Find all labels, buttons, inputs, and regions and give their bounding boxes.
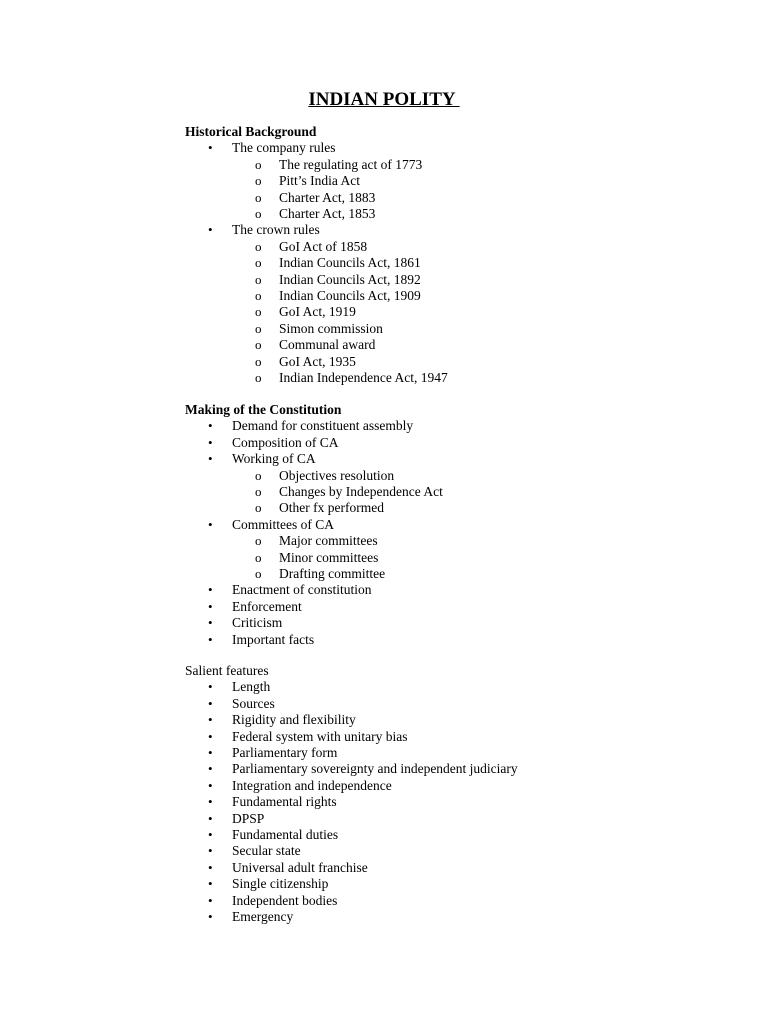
circle-bullet-icon: o	[255, 255, 262, 271]
list-item-text: Criticism	[232, 615, 283, 631]
list-item-text: Working of CA	[232, 451, 316, 467]
list-item-text: The company rules	[232, 140, 336, 156]
list-item-text: Secular state	[232, 843, 301, 859]
bullet-icon: •	[208, 892, 213, 908]
bullet-icon: •	[208, 582, 213, 598]
sub-list-item-text: Indian Councils Act, 1861	[279, 255, 421, 271]
circle-bullet-icon: o	[255, 206, 262, 221]
list-item-text: Enactment of constitution	[232, 582, 372, 598]
bullet-icon: •	[208, 827, 213, 842]
list-item-text: Fundamental rights	[232, 794, 337, 810]
bullet-icon: •	[208, 631, 213, 647]
list-item-text: Important facts	[232, 631, 315, 647]
bullet-icon: •	[208, 859, 213, 875]
list-item-text: Demand for constituent assembly	[232, 418, 414, 434]
bullet-icon: •	[208, 140, 213, 156]
circle-bullet-icon: o	[255, 370, 262, 385]
circle-bullet-icon: o	[255, 304, 262, 320]
sub-list-item-text: Simon commission	[279, 320, 383, 336]
sub-list-item	[255, 206, 376, 222]
sub-list-item	[255, 304, 356, 320]
sub-list-item-text: Major committees	[279, 533, 378, 549]
list-item	[208, 631, 315, 648]
bullet-icon: •	[208, 728, 213, 744]
list-item	[208, 451, 316, 467]
sub-list-item-text: Charter Act, 1883	[279, 189, 376, 205]
bullet-icon: •	[208, 876, 213, 892]
circle-bullet-icon: o	[255, 484, 262, 499]
list-item	[208, 222, 320, 238]
list-item	[208, 615, 283, 631]
bullet-icon: •	[208, 909, 213, 924]
bullet-icon: •	[208, 810, 213, 826]
list-item	[208, 582, 372, 598]
sub-list-item-text: Charter Act, 1853	[279, 206, 376, 221]
sub-list-item-text: Indian Independence Act, 1947	[279, 370, 448, 385]
list-item	[208, 516, 334, 533]
circle-bullet-icon: o	[255, 271, 262, 287]
sub-list-item	[255, 566, 386, 582]
bullet-icon: •	[208, 777, 213, 793]
section-heading: Making of the Constitution	[185, 402, 342, 417]
bullet-icon: •	[208, 843, 213, 859]
sub-list-item	[255, 533, 378, 549]
bullet-icon: •	[208, 598, 213, 614]
list-item	[208, 695, 275, 712]
sub-list-item-text: Indian Councils Act, 1909	[279, 288, 421, 303]
list-item	[208, 909, 294, 925]
list-item-text: Length	[232, 679, 271, 695]
list-item-text: Single citizenship	[232, 876, 329, 892]
sub-list-item	[255, 484, 443, 500]
bullet-icon: •	[208, 712, 213, 728]
list-item-text: DPSP	[232, 810, 265, 826]
list-item-text: Parliamentary sovereignty and independent judiciary	[232, 761, 518, 777]
sub-list-item	[255, 156, 423, 173]
list-item	[208, 712, 356, 728]
sub-list-item-text: GoI Act, 1935	[279, 353, 356, 369]
section-heading: Salient features	[185, 663, 269, 678]
list-item	[208, 892, 338, 909]
section-heading: Historical Background	[185, 124, 317, 139]
list-item-text: Emergency	[232, 909, 294, 924]
circle-bullet-icon: o	[255, 288, 262, 303]
list-item	[208, 859, 368, 876]
sub-list-item	[255, 173, 360, 189]
circle-bullet-icon: o	[255, 500, 262, 516]
list-item-text: Fundamental duties	[232, 827, 339, 842]
list-item	[208, 745, 338, 761]
circle-bullet-icon: o	[255, 353, 262, 369]
circle-bullet-icon: o	[255, 156, 262, 172]
sub-list-item-text: Indian Councils Act, 1892	[279, 271, 421, 287]
list-item	[208, 434, 339, 451]
list-item-text: Federal system with unitary bias	[232, 728, 408, 744]
sub-list-item	[255, 271, 421, 288]
list-item-text: Committees of CA	[232, 516, 334, 532]
circle-bullet-icon: o	[255, 549, 262, 565]
list-item-text: Universal adult franchise	[232, 859, 368, 875]
circle-bullet-icon: o	[255, 467, 262, 483]
bullet-icon: •	[208, 222, 213, 238]
list-item	[208, 876, 329, 892]
list-item-text: Composition of CA	[232, 434, 339, 450]
circle-bullet-icon: o	[255, 320, 262, 336]
sub-list-item-text: Objectives resolution	[279, 467, 395, 483]
bullet-icon: •	[208, 745, 213, 760]
sub-list-item	[255, 337, 376, 353]
list-item	[208, 598, 302, 615]
bullet-icon: •	[208, 794, 213, 810]
sub-list-item	[255, 500, 384, 516]
sub-list-item-text: Drafting committee	[279, 566, 386, 581]
bullet-icon: •	[208, 615, 213, 631]
bullet-icon: •	[208, 679, 213, 695]
sub-list-item	[255, 189, 376, 206]
sub-list-item	[255, 238, 368, 255]
circle-bullet-icon: o	[255, 566, 262, 581]
sub-list-item	[255, 353, 356, 370]
bullet-icon: •	[208, 516, 213, 532]
sub-list-item	[255, 549, 379, 566]
circle-bullet-icon: o	[255, 337, 262, 353]
document-title: INDIAN POLITY	[308, 89, 460, 110]
list-item	[208, 843, 301, 859]
list-item	[208, 827, 339, 843]
list-item-text: The crown rules	[232, 222, 320, 238]
sub-list-item	[255, 255, 421, 271]
list-item	[208, 140, 336, 156]
list-item	[208, 418, 414, 434]
sub-list-item-text: Communal award	[279, 337, 376, 353]
list-item	[208, 761, 518, 777]
list-item	[208, 810, 265, 827]
list-item	[208, 679, 271, 695]
list-item	[208, 777, 392, 794]
list-item-text: Integration and independence	[232, 777, 392, 793]
sub-list-item-text: Minor committees	[279, 549, 379, 565]
list-item	[208, 794, 337, 810]
bullet-icon: •	[208, 695, 213, 711]
circle-bullet-icon: o	[255, 189, 262, 205]
circle-bullet-icon: o	[255, 238, 262, 254]
sub-list-item	[255, 370, 448, 386]
sub-list-item-text: Changes by Independence Act	[279, 484, 443, 499]
bullet-icon: •	[208, 451, 213, 467]
sub-list-item-text: The regulating act of 1773	[279, 156, 423, 172]
sub-list-item	[255, 320, 383, 337]
list-item	[208, 728, 408, 745]
bullet-icon: •	[208, 761, 213, 777]
list-item-text: Enforcement	[232, 598, 302, 614]
list-item-text: Independent bodies	[232, 892, 338, 908]
list-item-text: Rigidity and flexibility	[232, 712, 356, 728]
bullet-icon: •	[208, 418, 213, 434]
sub-list-item	[255, 288, 421, 304]
sub-list-item-text: GoI Act, 1919	[279, 304, 356, 320]
sub-list-item-text: Other fx performed	[279, 500, 384, 516]
list-item-text: Parliamentary form	[232, 745, 338, 760]
list-item-text: Sources	[232, 695, 275, 711]
circle-bullet-icon: o	[255, 173, 262, 189]
sub-list-item-text: GoI Act of 1858	[279, 238, 368, 254]
bullet-icon: •	[208, 434, 213, 450]
sub-list-item	[255, 467, 395, 484]
circle-bullet-icon: o	[255, 533, 262, 549]
sub-list-item-text: Pitt’s India Act	[279, 173, 360, 189]
